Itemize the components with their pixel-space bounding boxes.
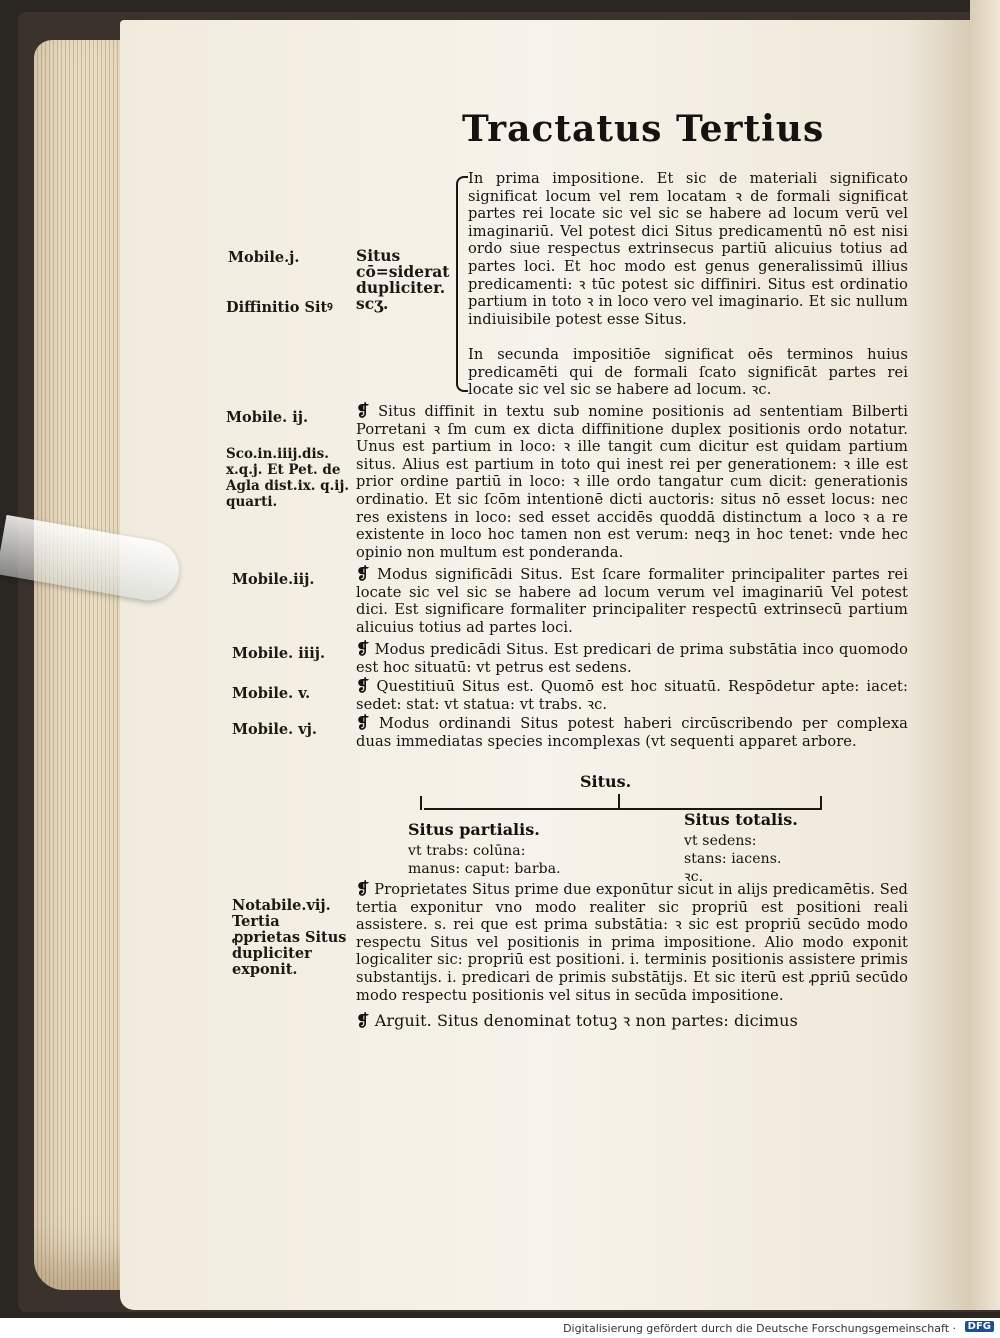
tree-brace-right-end (820, 796, 822, 810)
paragraph-text: In secunda impositiōe significat oēs terminos huius predicamēti qui de formali ſcato significāt partes rei locate sic vel sic se habere ad locum. ꝛc. (468, 346, 908, 399)
side-note-diffinitio: Diffinitio Sitꝰ (226, 299, 333, 316)
paragraph-text: Modus significādi Situs. Est ſcare formaliter principaliter partes rei locate sic vel sic se habere ad locum verum vel imaginariū Vel potest dici. Est significare formaliter principaliter respectū extrinsecū partium alicuius totius ad partes loci. (356, 566, 908, 636)
paragraph-text: Proprietates Situs prime due exponūtur sicut in alijs predicamētis. Sed tertia exponitur vno modo realiter sic propriū est positioni reali assistere. s. rei que est prima substātia: ꝛ sic est propriū secūdo modo respectu Situs vel positionis in prima impositione. Alio modo exponit logicaliter sic: propriū est positioni. i. terminis positionis assistere primis substantijs. i. predicari de primis substātijs. Et sic iterū est ꝓpriū secūdo modo respectu positionis vel situs in secūda impositione. (356, 881, 908, 1004)
tree-root: Situs. (580, 772, 632, 791)
paragraph-modus-significandi (356, 565, 908, 636)
side-note-mobile-5: Mobile. v. (232, 685, 311, 702)
side-note-mobile-1: Mobile.j. (228, 249, 300, 266)
dfg-logo: DFG (965, 1321, 994, 1332)
tree-brace-center (618, 794, 620, 808)
facing-page-edge (970, 0, 1000, 1310)
paragraph-text: Modus ordinandi Situs potest haberi circūscribendo per complexa duas immediatas species incomplexas (vt sequenti apparet arbore. (356, 715, 908, 750)
division-bracket (456, 176, 468, 392)
tree-right-sub: vt sedens: stans: iacens. ꝛc. (684, 833, 782, 885)
paragraph-modus-predicandi (356, 640, 908, 676)
paragraph-mark: ❡ (356, 713, 370, 732)
paragraph-mark: ❡ (356, 676, 370, 695)
side-note-scotus-ref: Sco.in.iiij.dis. x.q.j. Et Pet. de Agla dist.ix. q.ij. quarti. (226, 446, 350, 510)
paragraph-mark: ❡ (356, 401, 370, 420)
paragraph-text: Questitiuū Situs est. Quomō est hoc situatū. Respōdetur apte: iacet: sedet: stat: vt statua: vt trabs. ꝛc. (356, 678, 908, 713)
footer-bar (0, 1318, 1000, 1338)
paragraph-secunda-impositione (468, 346, 908, 399)
side-note-notabile-7: Notabile.vij. Tertia ꝓprietas Situs dupliciter exponit. (232, 897, 347, 978)
paragraph-text: Situs diffinit in textu sub nomine positionis ad sententiam Bilberti Porretani ꝛ ſm cum ex dicta diffinitione duplex positionis ordo notatur. Unus est partium in loco: ꝛ ille tangit cum dicitur est quidam partium situs. Alius est partium in toto qui inest rei per generationem: ꝛ ille est prior ordine partiū in loco: ꝛ ille ordo tangatur cum dicit: generationis ordinatio. Et sic ſcōm intentionē dicti auctoris: situs nō esset locus: nec res existens in loco: sed esset accidēs quoddā distinctum a loco ꝛ a re existente in loco hoc tamen non est verum: neqꝫ in hoc tenet: vnde hec opinio non multum est ponderanda. (356, 403, 909, 561)
paragraph-questitiuum (356, 677, 908, 713)
running-head: Tractatus Tertius (462, 108, 825, 150)
side-note-mobile-6: Mobile. vj. (232, 721, 317, 738)
tree-brace-left-end (420, 796, 422, 810)
tree-left-sub: vt trabs: colūna: manus: caput: barba. (408, 843, 561, 877)
footer-credit: Digitalisierung gefördert durch die Deutsche Forschungsgemeinschaft · (563, 1322, 956, 1335)
paragraph-proprietates (356, 880, 908, 1004)
paragraph-mark: ❡ (356, 1011, 370, 1030)
paragraph-text: Arguit. Situs denominat totuꝫ ꝛ non partes: dicimus (374, 1011, 798, 1030)
side-note-mobile-2: Mobile. ij. (226, 409, 309, 426)
paragraph-modus-ordinandi (356, 714, 908, 750)
paragraph-mark: ❡ (356, 639, 370, 658)
situs-consideratur-label: Situs cō=siderat dupliciter. scʒ. (356, 246, 450, 313)
paragraph-arguitur (356, 1012, 908, 1030)
tree-left-title: Situs partialis. (408, 820, 540, 839)
side-note-mobile-4: Mobile. iiij. (232, 645, 326, 662)
tree-right-title: Situs totalis. (684, 810, 798, 829)
paragraph-mark: ❡ (356, 564, 370, 583)
side-note-mobile-3: Mobile.iij. (232, 571, 315, 588)
paragraph-mark: ❡ (356, 879, 370, 898)
paragraph-situs-diffinitur (356, 402, 908, 561)
paragraph-prima-impositione (468, 170, 908, 328)
paragraph-text: In prima impositione. Et sic de materiali significato significat locum vel rem locatam ꝛ de formali significat partes rei locate sic vel sic se habere ad locum verū vel imaginariū. Vel potest dici Situs predicamentū nō est nisi ordo siue respectus extrinsecus partiū alicuius totius ad partes loci. Et hoc modo est genus generalissimū illius predicamenti: ꝛ tūc potest sic diffiniri. Situs est ordinatio partium in toto ꝛ in loco vero vel imaginario. Et sic nullum indiuisibile potest esse Situs. (468, 170, 908, 328)
paragraph-text: Modus predicādi Situs. Est predicari de prima substātia inco quomodo est hoc situatū: vt petrus est sedens. (356, 641, 908, 676)
